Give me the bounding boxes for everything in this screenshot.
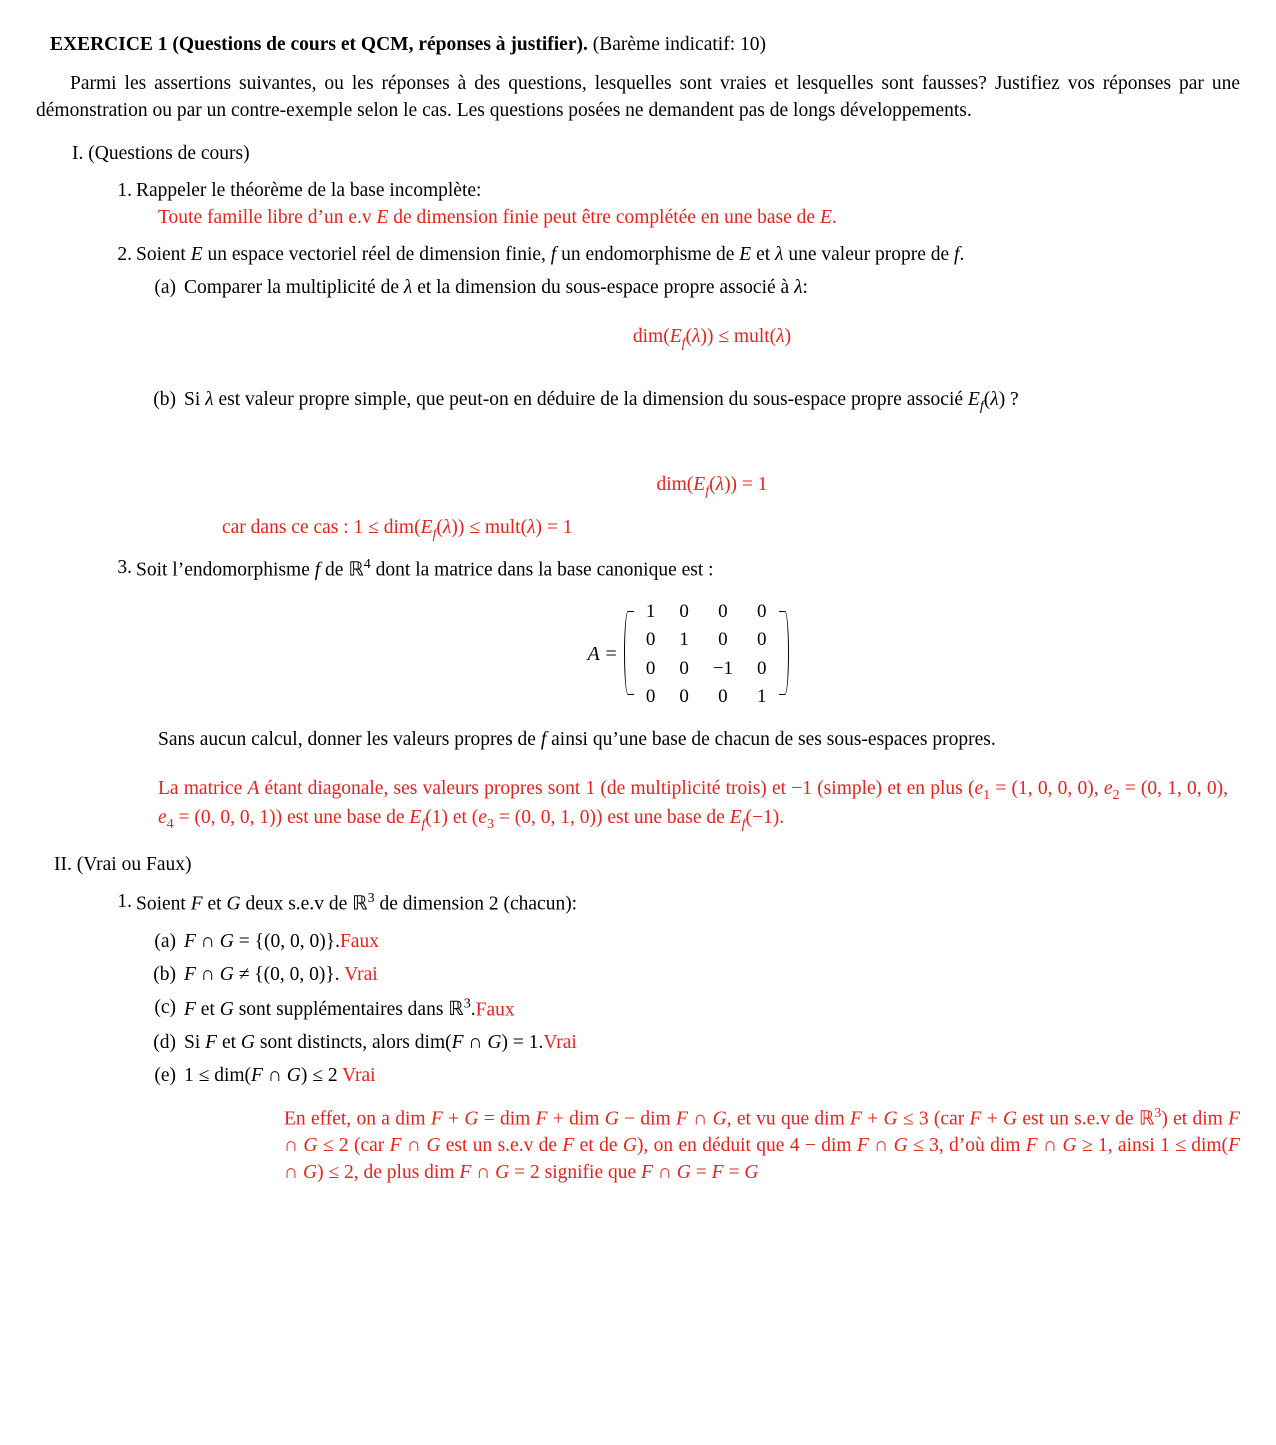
vf-item-e-text: 1 ≤ dim(F ∩ G) ≤ 2 [184,1064,338,1086]
vf-item-e-marker: (e) [154,1064,176,1086]
vf-item-c [136,995,1240,1024]
question-3-text: Soit l’endomorphisme f de ℝ$^4$ dont la matrice dans la base canonique est : [136,555,714,581]
vf-item-e [136,1063,1240,1090]
vf-question-1-marker: 1. [117,891,132,913]
matrix-cell: 0 [718,601,728,623]
vf-sublist [136,929,1240,1090]
exercise-title [50,32,1240,57]
vf-answer-explanation: En effet, on a dim F + G = dim F + dim G − dim F ∩ G, et vu que dim F + G ≤ 3 (car F + G est un s.e.v de ℝ$^3$) et dim F ∩ G ≤ 2 (car F ∩ G est un s.e.v de F et de G), on en déduit que 4 − dim F ∩ G ≤ 3, d’où dim F ∩ G ≥ 1, ainsi 1 ≤ dim(F ∩ G) ≤ 2, de plus dim F ∩ G = 2 signifie que F ∩ G = F = G [284,1104,1240,1184]
question-3-marker: 3. [117,556,132,578]
matrix-cell: 0 [679,657,689,679]
vf-item-b-marker: (b) [153,963,176,985]
question-2a-marker: (a) [154,276,176,298]
question-3-answer: La matrice A étant diagonale, ses valeurs propres sont 1 (de multiplicité trois) et −1 (simple) et en plus ($e_1 = (1$, 0, 0, 0), $e_2 = (0$, 1, 0, 0), $e_4 = (0$, 0, 0, 1)) est une base de $E_f(1)$ et ($e_3 = (0$, 0, 1, 0)) est une base de $E_f(-1)$. [158,777,1228,833]
vf-item-e-verdict: Vrai [342,1064,376,1086]
vf-item-c-marker: (c) [154,996,176,1018]
matrix-cell: 0 [718,629,728,651]
question-2a [136,275,1240,353]
matrix-cell: 0 [645,657,656,679]
matrix-cell: 1 [645,601,656,623]
question-1-answer: Toute famille libre d’un e.v E de dimension finie peut être complétée en une base de E. [158,206,837,228]
vf-item-b-text: F ∩ G ≠ {(0, 0, 0)}. [184,963,340,985]
question-2-sublist [136,275,1240,545]
matrix-A [136,598,1240,711]
vf-item-a-text: F ∩ G = {(0, 0, 0)}. [184,930,340,952]
matrix-row [634,683,779,711]
part-1-list [36,178,1240,834]
question-1-text: Rappeler le théorème de la base incomplète: [136,180,482,202]
matrix-cell: 0 [718,685,728,707]
vf-item-d [136,1030,1240,1057]
question-2b-marker: (b) [153,388,176,410]
question-1 [36,178,1240,232]
vf-item-c-verdict: Faux [475,999,515,1021]
part-2-label: (Vrai ou Faux) [76,854,192,876]
matrix-row [634,598,779,626]
question-3 [36,555,1240,835]
question-2 [36,242,1240,545]
question-2b [136,387,1240,545]
part-1-heading [72,141,1240,168]
matrix-cell: 0 [679,685,689,707]
matrix-cell: 0 [679,601,689,623]
matrix-cell: 0 [757,629,767,651]
question-1-marker: 1. [117,180,132,202]
question-2b-answer: $dim(E_f(\lambda)) = 1$ [656,474,768,500]
question-2a-text: Comparer la multiplicité de λ et la dimension du sous-espace propre associé à λ: [184,276,808,298]
vf-item-a [136,929,1240,956]
vf-item-a-marker: (a) [154,930,176,952]
question-2a-answer: $dim(E_f(\lambda))$ ≤ mult(λ) [632,325,792,351]
exercise-title-bold: EXERCICE 1 (Questions de cours et QCM, réponses à justifier). [50,34,588,55]
vf-item-d-marker: (d) [153,1032,176,1053]
exercise-title-scale: (Barème indicatif: 10) [592,34,766,55]
vf-item-c-text: F et G sont supplémentaires dans ℝ$^3$. [184,995,476,1021]
vf-question-1 [36,889,1240,1187]
matrix-row [634,626,779,654]
matrix-row [634,655,779,683]
part-2-marker: II. [54,854,72,876]
part-2-list [36,889,1240,1187]
matrix-cell: 0 [757,601,767,623]
matrix-left-paren [624,611,634,699]
part-1-label: (Questions de cours) [88,143,250,165]
matrix-cell: 1 [679,629,689,651]
matrix-label: A = [587,642,618,665]
matrix-right-paren [779,611,789,699]
question-2b-text: Si λ est valeur propre simple, que peut-on en déduire de la dimension du sous-espace propre associé $E_f(\lambda)$ ? [184,388,1019,414]
vf-item-b [136,962,1240,989]
question-2b-answer-detail: car dans ce cas : $1 \le dim(E_f(\lambda))$ ≤ mult(λ) = 1 [222,517,573,543]
vf-item-b-verdict: Vrai [344,963,378,985]
question-2-text: Soient E un espace vectoriel réel de dimension finie, f un endomorphisme de E et λ une valeur propre de f. [136,243,965,265]
matrix-cell: −1 [712,657,734,679]
matrix-cell: 0 [645,629,656,651]
intro-paragraph: Parmi les assertions suivantes, ou les réponses à des questions, lesquelles sont vraies et lesquelles sont fausses? Justifiez vos réponses par une démonstration ou par un contre-exemple selon le cas. Les questions posées ne demandent pas de longs développements. [36,73,1240,122]
vf-item-d-text: Si F et G sont distincts, alors dim(F ∩ G) = 1. [184,1032,544,1053]
part-2-heading [54,852,1240,879]
vf-item-d-verdict: Vrai [543,1032,577,1053]
matrix-cell: 0 [645,685,656,707]
vf-question-1-text: Soient F et G deux s.e.v de ℝ$^3$ de dimension 2 (chacun): [136,890,578,915]
vf-item-a-verdict: Faux [339,930,379,952]
matrix-cell: 1 [757,685,767,707]
matrix-cell: 0 [757,657,767,679]
part-1-marker: I. [72,143,84,165]
question-2-marker: 2. [117,243,132,265]
matrix-table [634,598,779,711]
question-3-followup: Sans aucun calcul, donner les valeurs propres de f ainsi qu’une base de chacun de ses sous-espaces propres. [158,729,996,751]
